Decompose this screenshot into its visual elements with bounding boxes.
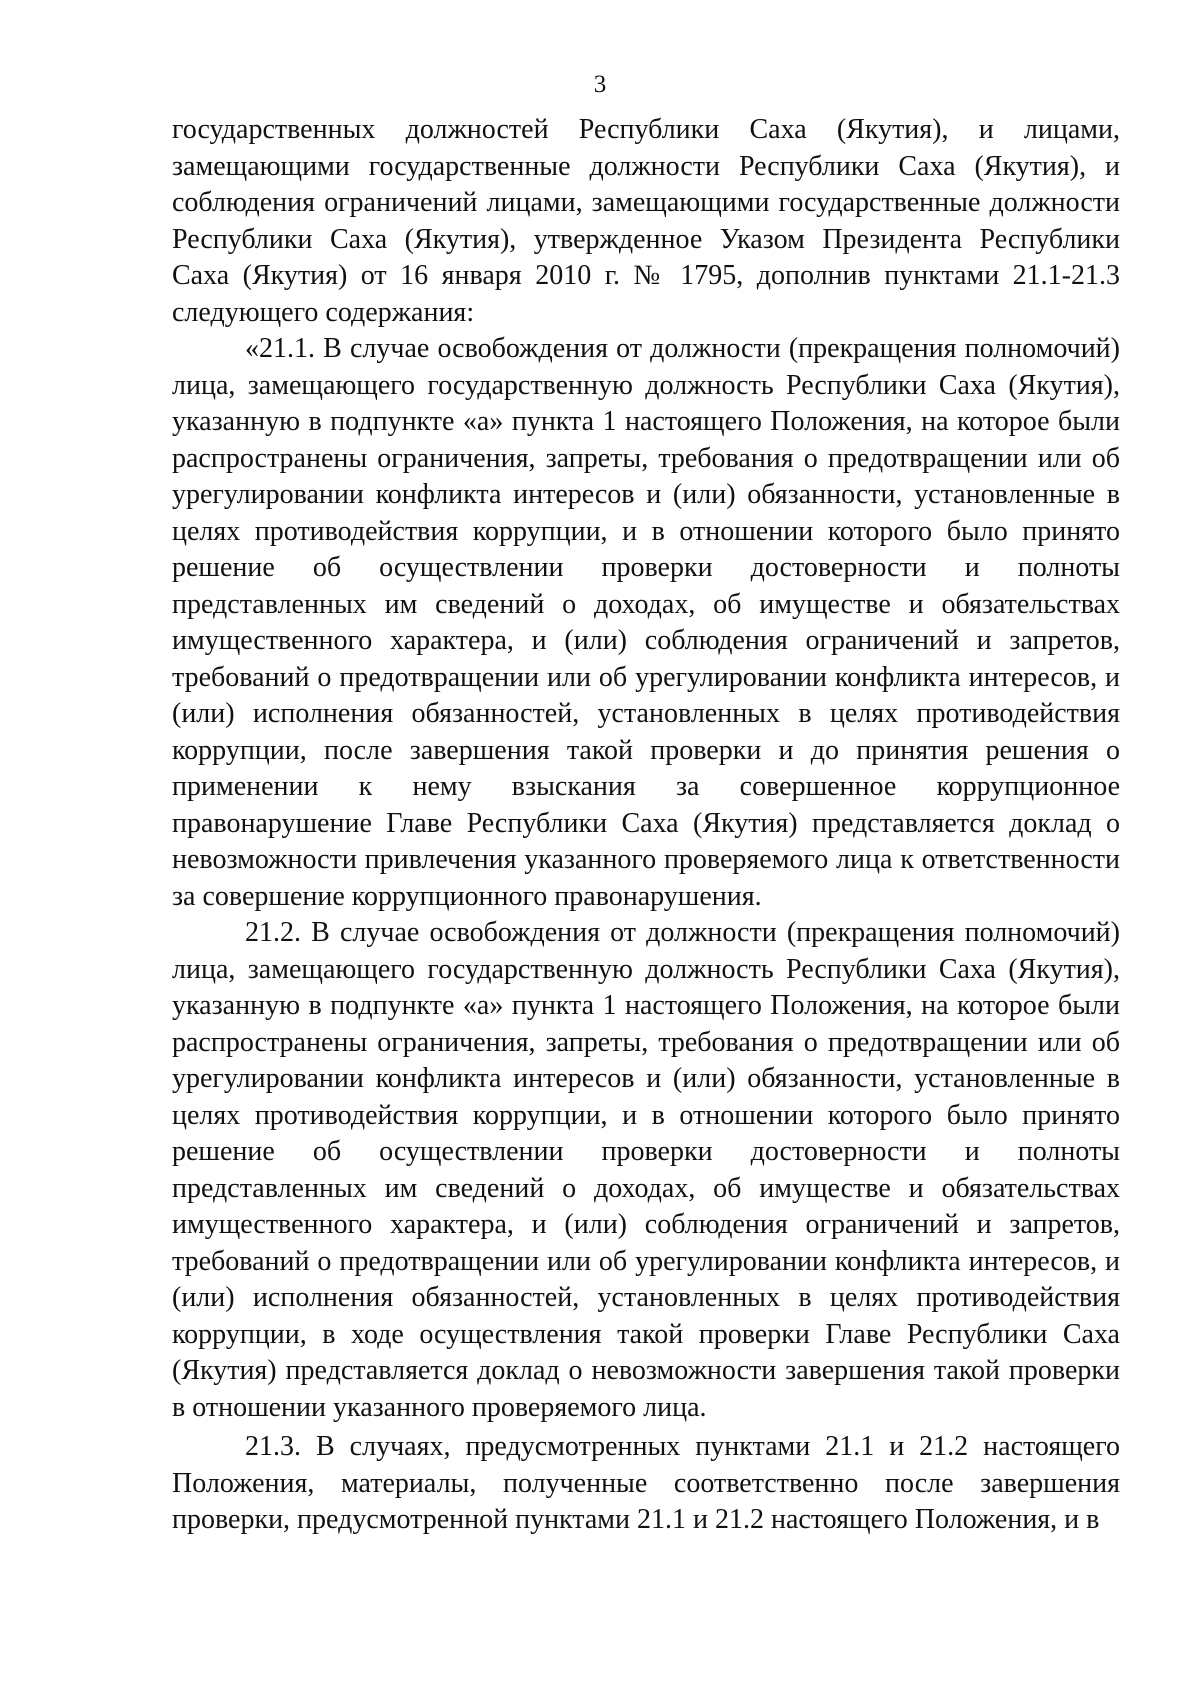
paragraph-continuation: государственных должностей Республики Саха (Якутия), и лицами, замещающими государственные должности Республики Саха (Якутия), и соблюдения ограничений лицами, замещающими государственные должности Республики Саха (Якутия), утвержденное Указом Президента Республики Саха (Якутия) от 16 января 2010 г. № 1795, дополнив пунктами 21.1-21.3 следующего содержания: [172,114,1120,328]
document-body [172,112,1120,1539]
page-number: 3 [593,71,607,98]
paragraph-clause-21-2: 21.2. В случае освобождения от должности (прекращения полномочий) лица, замещающего государственную должность Республики Саха (Якутия), указанную в подпункте «а» пункта 1 настоящего Положения, на которое были распространены ограничения, запреты, требования о предотвращении или об урегулировании конфликта интересов и (или) обязанности, установленные в целях противодействия коррупции, и в отношении которого было принято решение об осуществлении проверки достоверности и полноты представленных им сведений о доходах, об имуществе и обязательствах имущественного характера, и (или) соблюдения ограничений и запретов, требований о предотвращении или об урегулировании конфликта интересов, и (или) исполнения обязанностей, установленных в целях противодействия коррупции, в ходе осуществления такой проверки Главе Республики Саха (Якутия) представляется доклад о невозможности завершения такой проверки в отношении указанного проверяемого лица. [172,917,1120,1423]
paragraph-clause-21-3: 21.3. В случаях, предусмотренных пунктами 21.1 и 21.2 настоящего Положения, материалы, полученные соответственно после завершения проверки, предусмотренной пунктами 21.1 и 21.2 настоящего Положения, и в [172,1431,1120,1535]
paragraph-clause-21-1: «21.1. В случае освобождения от должности (прекращения полномочий) лица, замещающего государственную должность Республики Саха (Якутия), указанную в подпункте «а» пункта 1 настоящего Положения, на которое были распространены ограничения, запреты, требования о предотвращении или об урегулировании конфликта интересов и (или) обязанности, установленные в целях противодействия коррупции, и в отношении которого было принято решение об осуществлении проверки достоверности и полноты представленных им сведений о доходах, об имуществе и обязательствах имущественного характера, и (или) соблюдения ограничений и запретов, требований о предотвращении или об урегулировании конфликта интересов, и (или) исполнения обязанностей, установленных в целях противодействия коррупции, после завершения такой проверки и до принятия решения о применении к нему взыскания за совершенное коррупционное правонарушение Главе Республики Саха (Якутия) представляется доклад о невозможности привлечения указанного проверяемого лица к ответственности за совершение коррупционного правонарушения. [172,333,1120,912]
